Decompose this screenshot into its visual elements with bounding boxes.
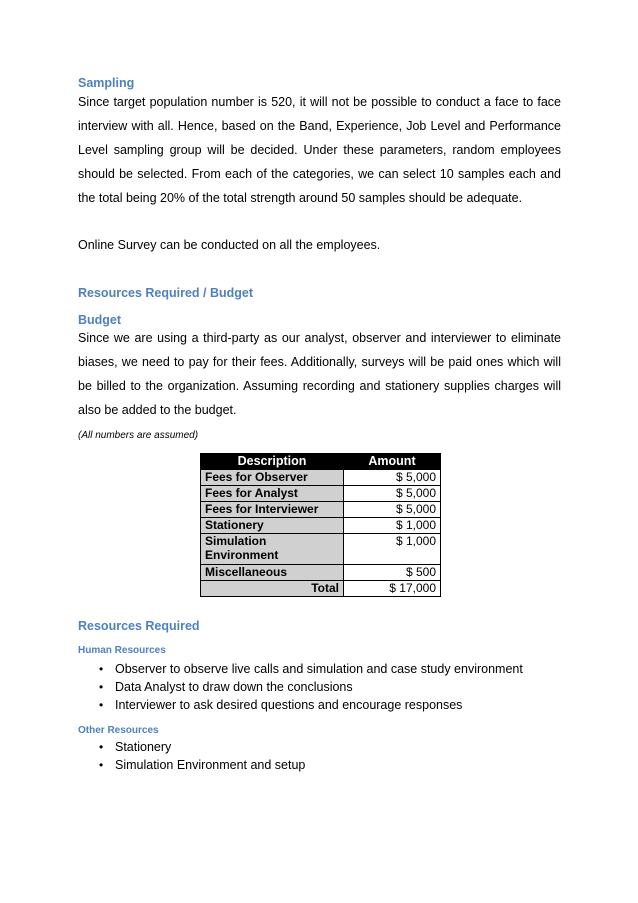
list-item: • Data Analyst to draw down the conclusions — [99, 680, 353, 694]
budget-table — [200, 453, 441, 597]
total-label: Total — [201, 581, 344, 597]
budget-paragraph: Since we are using a third-party as our analyst, observer and interviewer to eliminate biases, we need to pay for their fees. Additionally, surveys will be paid ones which will be billed to the organization. Assuming recording and stationery supplies charges will also be added to the budget. — [78, 331, 561, 417]
table-row — [201, 518, 441, 534]
bullet-icon: • — [99, 662, 104, 676]
assumption-note: (All numbers are assumed) — [78, 430, 199, 441]
other-resources-heading: Other Resources — [78, 725, 159, 736]
table-header-row — [201, 454, 441, 470]
human-resources-heading: Human Resources — [78, 645, 166, 656]
bullet-icon: • — [99, 758, 104, 772]
total-amount: $ 17,000 — [344, 581, 441, 597]
row-description: Fees for Interviewer — [201, 502, 344, 518]
sampling-paragraph: Since target population number is 520, it will not be possible to conduct a face to face interview with all. Hence, based on the Band, Experience, Job Level and Performance Level sampling group will be decided. Under these parameters, random employees should be selected. From each of the categories, we can select 10 samples each and the total being 20% of the total strength around 50 samples should be adequate. — [78, 95, 561, 205]
row-amount: $ 500 — [344, 565, 441, 581]
list-item: • Stationery — [99, 740, 172, 754]
table-row — [201, 502, 441, 518]
table-row — [201, 534, 441, 565]
list-item: • Simulation Environment and setup — [99, 758, 306, 772]
resources-budget-heading: Resources Required / Budget — [78, 286, 254, 300]
bullet-icon: • — [99, 680, 104, 694]
row-amount: $ 1,000 — [344, 518, 441, 534]
table-row — [201, 565, 441, 581]
list-item: • Observer to observe live calls and simulation and case study environment — [99, 662, 523, 676]
row-amount: $ 5,000 — [344, 502, 441, 518]
row-description: Stationery — [201, 518, 344, 534]
human-resources-list — [78, 660, 561, 714]
table-row — [201, 486, 441, 502]
table-row — [201, 470, 441, 486]
row-description: Fees for Observer — [201, 470, 344, 486]
row-description: Simulation Environment — [201, 534, 344, 565]
online-survey-text: Online Survey can be conducted on all the employees. — [78, 238, 381, 252]
sampling-heading: Sampling — [78, 76, 135, 90]
column-header-amount: Amount — [344, 454, 441, 470]
other-resources-list — [78, 738, 561, 774]
row-amount: $ 5,000 — [344, 470, 441, 486]
list-item: • Interviewer to ask desired questions and encourage responses — [99, 698, 463, 712]
resources-required-heading: Resources Required — [78, 619, 200, 633]
column-header-description: Description — [201, 454, 344, 470]
bullet-icon: • — [99, 698, 104, 712]
row-amount: $ 1,000 — [344, 534, 441, 565]
bullet-icon: • — [99, 740, 104, 754]
row-amount: $ 5,000 — [344, 486, 441, 502]
table-total-row — [201, 581, 441, 597]
budget-heading: Budget — [78, 313, 122, 327]
row-description: Fees for Analyst — [201, 486, 344, 502]
row-description: Miscellaneous — [201, 565, 344, 581]
